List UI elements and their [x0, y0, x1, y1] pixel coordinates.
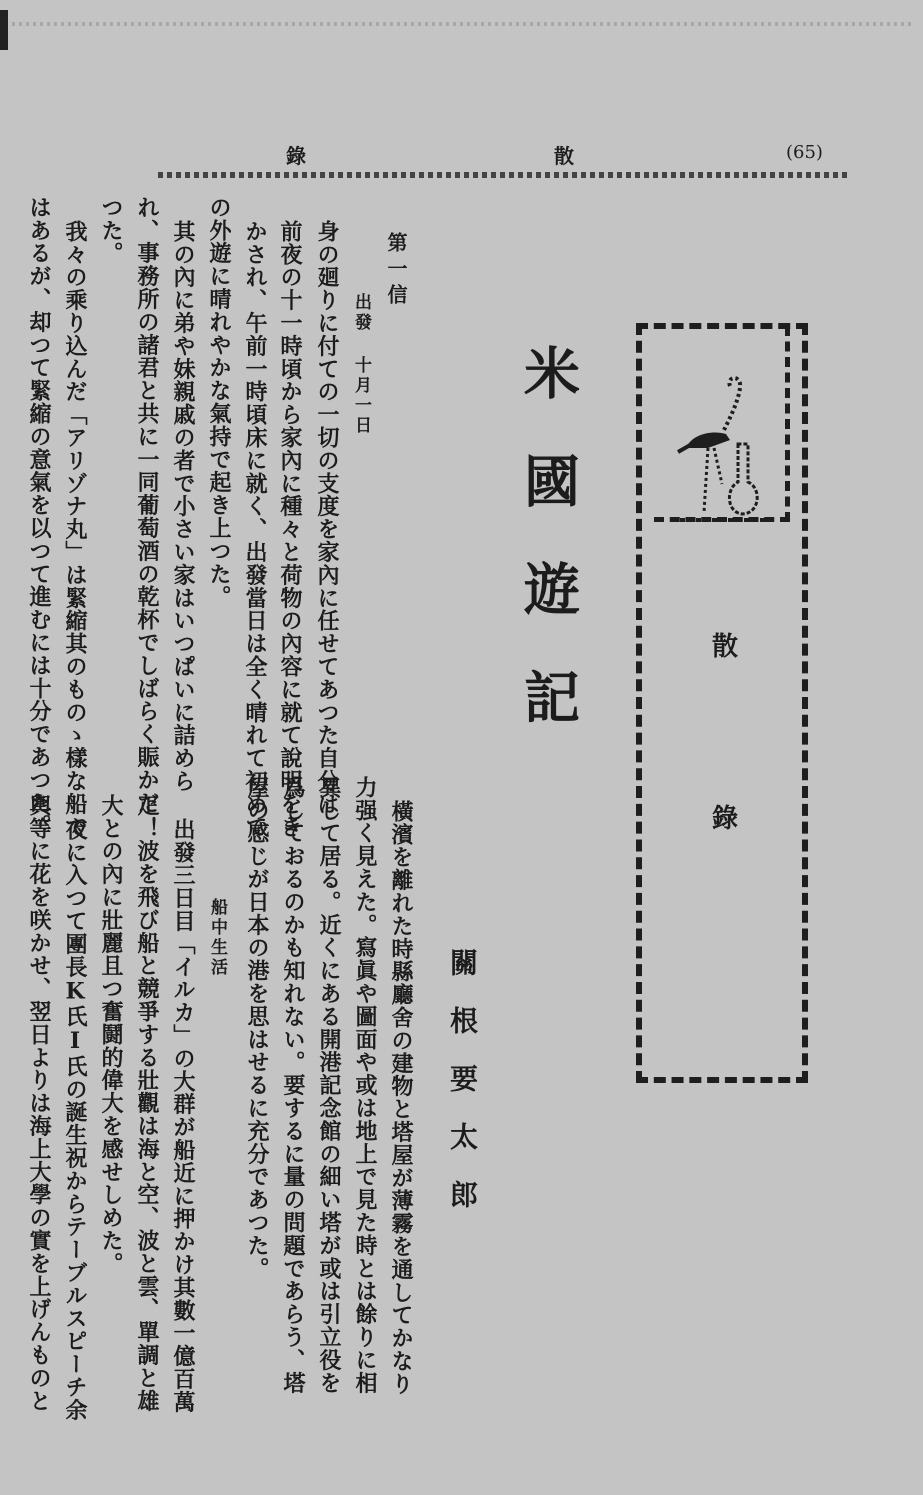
running-header-left: 錄 — [286, 144, 306, 168]
text-column: 屋の感じが日本の港を思はせるに充分であつた。 — [244, 776, 270, 1280]
header-rule — [158, 172, 848, 178]
column-label-top: 散 — [712, 632, 739, 662]
text-column: 身の廻りに付ての一切の支度を家內に任せてあつた自分は — [314, 220, 340, 816]
text-column: れ、事務所の諸君と共に一同葡萄酒の乾杯でしばらく賑かだ — [134, 196, 160, 815]
section-heading-1: 第一信 — [384, 232, 408, 310]
text-column: 我々の乘り込んだ「アリゾナ丸」は緊縮其のものゝ樣な船で — [62, 220, 88, 839]
text-column: 橫濱を離れた時縣廳舍の建物と塔屋が薄霧を通してかなり — [388, 800, 414, 1396]
text-column: 出發三日目「イルカ」の大群が船近に押かけ其數一億百萬 — [170, 818, 196, 1414]
text-column: つた。 — [98, 196, 124, 265]
page-number: (65) — [786, 142, 823, 163]
binding-edge-mark — [0, 10, 8, 50]
crane-and-flask-icon — [668, 372, 778, 524]
text-column: 夜に入つて團長K氏I氏の誕生祝からテーブルスピーチ余 — [62, 818, 88, 1422]
text-column: 輿等に花を咲かせ、翌日よりは海上大學の實を上げんものと — [26, 794, 52, 1413]
scan-noise-strip — [12, 22, 912, 26]
text-column: 爲しておるのかも知れない。要するに量の問題であらう、塔 — [280, 776, 306, 1395]
column-label-bottom: 錄 — [712, 804, 739, 834]
text-column: 力强く見えた。寫眞や圖面や或は地上で見た時とは餘りに相 — [352, 776, 378, 1395]
text-column: 其の內に弟や妹親戚の者で小さい家はいつぱいに詰めら — [170, 220, 196, 793]
running-header-right: 散 — [554, 144, 574, 168]
text-column: の外遊に晴れやかな氣持で起き上つた。 — [206, 196, 232, 609]
text-column: 疋！波を飛び船と競爭する壯觀は海と空、波と雲、單調と雄 — [134, 794, 160, 1413]
text-column: かされ、午前一時頃床に就く、出發當日は全く晴れて初めて — [242, 220, 268, 839]
text-column: はあるが、却つて緊縮の意氣を以つて進むには十分であつた。 — [26, 196, 52, 838]
section-subheading-1: 出發 十月一日 — [351, 293, 371, 436]
text-column: 大との內に壯麗且つ奮鬪的偉大を感せしめた。 — [98, 794, 124, 1275]
article-author: 關根要太郎 — [446, 948, 479, 1238]
text-column: 異して居る。近くにある開港記念館の細い塔が或は引立役を — [316, 776, 342, 1395]
text-column: 前夜の十一時頃から家內に種々と荷物の內容に就て說明をき — [277, 220, 303, 839]
section-heading-2: 船中生活 — [207, 898, 227, 978]
article-title: 米國遊記 — [515, 344, 581, 776]
